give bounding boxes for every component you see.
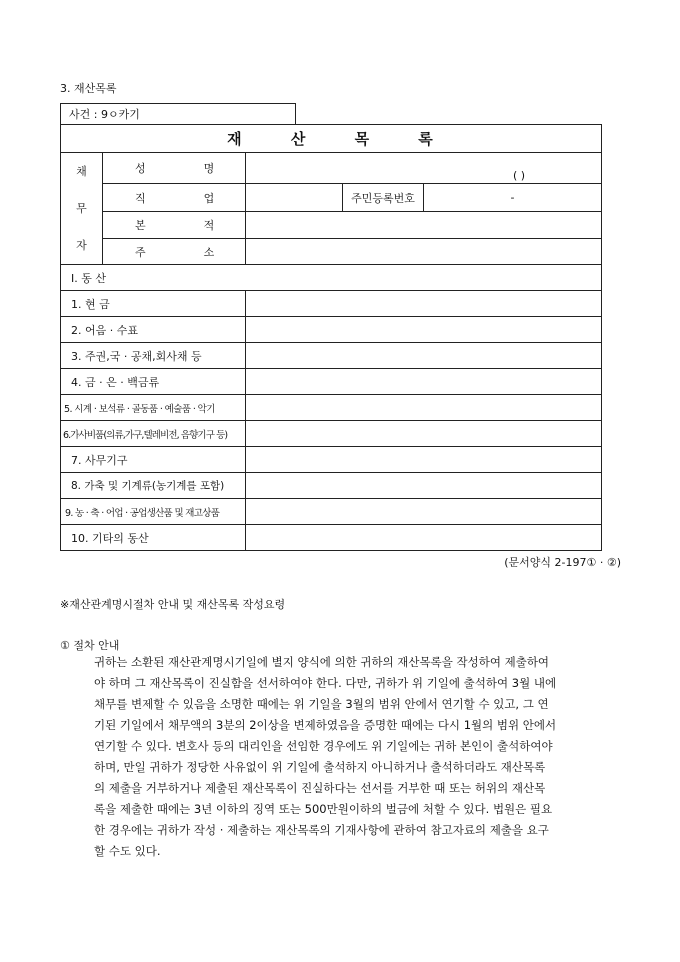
guide-title: ※재산관계명시절차 안내 및 재산목록 작성요령: [60, 598, 286, 611]
item-label: 7. 사무기구: [61, 447, 246, 473]
resident-number-field[interactable]: -: [424, 184, 602, 212]
resident-number-label: 주민등록번호: [343, 184, 424, 212]
item-label: 6.가사비품(의류,가구,텔레비전, 음향기구 등): [61, 421, 246, 447]
item-label: 1. 현 금: [61, 291, 246, 317]
debtor-label: 채 무 자: [61, 153, 103, 265]
item-label: 3. 주권,국 · 공채,회사채 등: [61, 343, 246, 369]
asset-list-table: [60, 124, 602, 551]
item-value[interactable]: [246, 525, 602, 551]
job-label: 직 업: [103, 184, 246, 212]
origin-field[interactable]: [246, 212, 602, 239]
name-field[interactable]: [246, 153, 602, 184]
address-field[interactable]: [246, 239, 602, 265]
item-value[interactable]: [246, 473, 602, 499]
item-value[interactable]: [246, 317, 602, 343]
item-value[interactable]: [246, 343, 602, 369]
item-label: 9. 농 · 축 · 어업 · 공업생산품 및 재고상품: [61, 499, 246, 525]
item-label: 5. 시계 · 보석류 · 골동품 · 예술품 · 악기: [61, 395, 246, 421]
address-label: 주 소: [103, 239, 246, 265]
origin-label: 본 적: [103, 212, 246, 239]
form-code: (문서양식 2-197① · ②): [504, 556, 621, 569]
section-heading: 3. 재산목록: [60, 82, 117, 95]
name-paren: ( ): [513, 169, 526, 182]
form-title: 재 산 목 록: [61, 125, 602, 153]
movables-heading: I. 동 산: [61, 265, 602, 291]
item-label: 2. 어음 · 수표: [61, 317, 246, 343]
item-value[interactable]: [246, 369, 602, 395]
item-label: 10. 기타의 동산: [61, 525, 246, 551]
procedure-heading: ① 절차 안내: [60, 639, 120, 652]
case-number-field[interactable]: 사건 : 9ㅇ카기: [60, 103, 296, 124]
procedure-text: 귀하는 소환된 재산관계명시기일에 별지 양식에 의한 귀하의 재산목록을 작성하여 제출하여 야 하며 그 재산목록이 진실함을 선서하여야 한다. 다만, 귀하가 위 기일에 출석하여 3월 내에 채무를 변제할 수 있음을 소명한 때에는 위 기일을 3월의 범위 안에서 연기할 수 있고, 그 연 기된 기일에서 채무액의 3분의 2이상을 변제하였음을 증명한 때에는 다시 1월의 범위 안에서 연기할 수 있다. 변호사 등의 대리인을 선임한 경우에도 위 기일에는 귀하 본인이 출석하여야 하며, 만일 귀하가 정당한 사유없이 위 기일에 출석하지 아니하거나 출석하더라도 재산목록 의 제출을 거부하거나 제출된 재산목록이 진실하다는 선서를 거부한 때 또는 허위의 재산목 록을 제출한 때에는 3년 이하의 징역 또는 500만원이하의 벌금에 처할 수 있다. 법원은 필요 한 경우에는 귀하가 작성 · 제출하는 재산목록의 기재사항에 관하여 참고자료의 제출을 요구 할 수도 있다.: [94, 655, 557, 858]
item-value[interactable]: [246, 291, 602, 317]
item-value[interactable]: [246, 421, 602, 447]
item-label: 4. 금 · 은 · 백금류: [61, 369, 246, 395]
item-value[interactable]: [246, 499, 602, 525]
job-field[interactable]: [246, 184, 343, 212]
name-label: 성 명: [103, 153, 246, 184]
item-value[interactable]: [246, 447, 602, 473]
item-label: 8. 가축 및 기계류(농기계를 포함): [61, 473, 246, 499]
item-value[interactable]: [246, 395, 602, 421]
